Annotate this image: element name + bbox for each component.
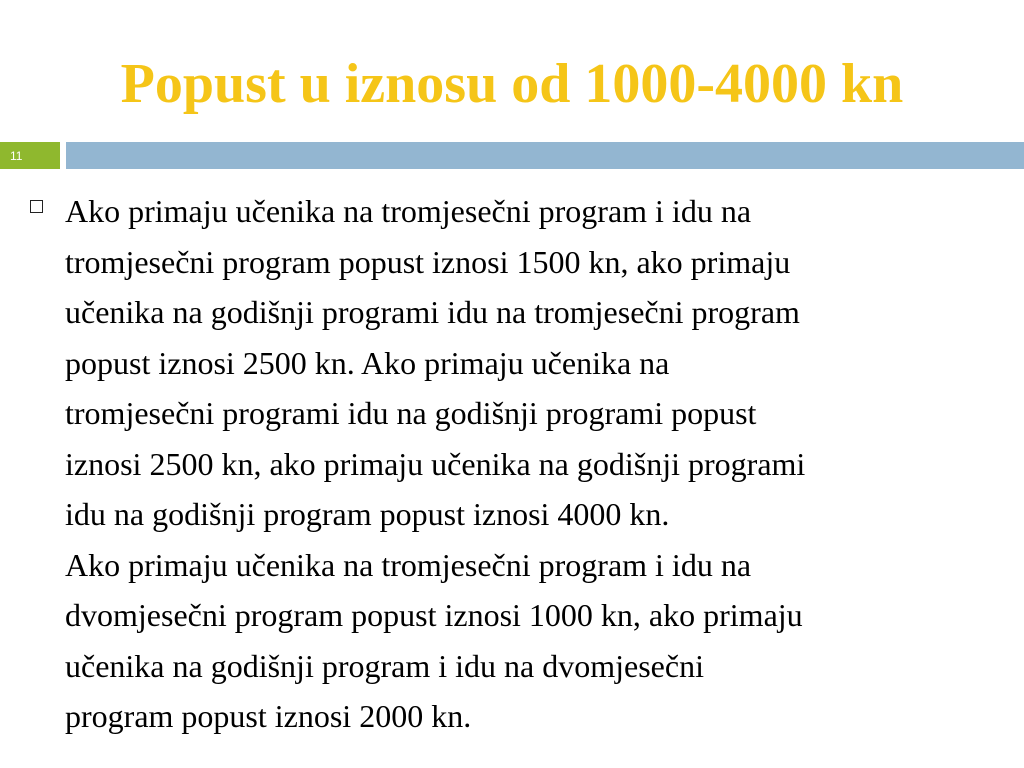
body-line: iznosi 2500 kn, ako primaju učenika na godišnji programi — [65, 445, 806, 482]
body-line: Ako primaju učenika na tromjesečni program i idu na — [65, 546, 752, 583]
body-line: popust iznosi 2500 kn. Ako primaju učenika na — [65, 344, 670, 381]
accent-bar — [66, 142, 1024, 169]
body-line: idu na godišnji program popust iznosi 4000 kn. — [65, 496, 670, 532]
slide-title: Popust u iznosu od 1000-4000 kn — [120, 53, 904, 115]
body-line: dvomjesečni program popust iznosi 1000 kn, ako primaju — [65, 597, 803, 633]
body-paragraph — [65, 186, 1017, 742]
body-line: Ako primaju učenika na tromjesečni program i idu na — [65, 193, 752, 229]
body-line: program popust iznosi 2000 kn. — [65, 698, 472, 734]
slide-number: 11 — [10, 148, 23, 163]
square-bullet-icon — [30, 200, 43, 213]
body-line: tromjesečni programi idu na godišnji programi popust — [65, 395, 757, 431]
body-line: tromjesečni program popust iznosi 1500 kn, ako primaju — [65, 243, 791, 280]
body-line: učenika na godišnji program i idu na dvomjesečni — [65, 647, 704, 684]
body-line: učenika na godišnji programi idu na tromjesečni program — [65, 294, 800, 330]
slide-number-box — [0, 142, 60, 169]
